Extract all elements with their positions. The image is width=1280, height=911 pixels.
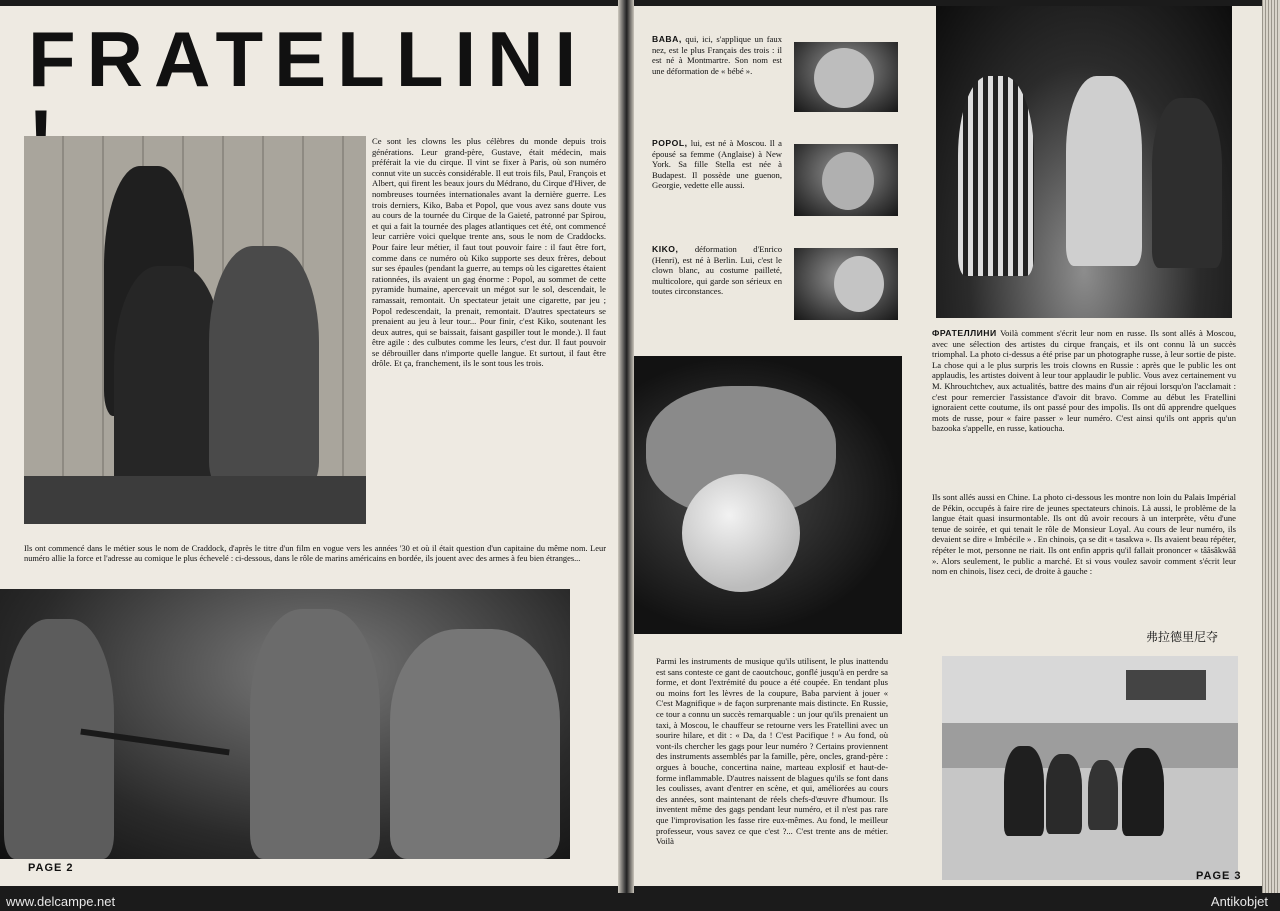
left-page	[0, 6, 622, 886]
china-text: Ils sont allés aussi en Chine. La photo ci-dessous les montre non loin du Palais Impérial de Pékin, occupés à faire rire de jeunes spectateurs chinois. Là aussi, le problème de la langue était quasi insurmontable. Ils ont dû avoir recours à un interprète, vêtu d'une tenue de soirée, et qui tenait le rôle de Monsieur Loyal. Au cours de leur numéro, ils devaient se dire « Imbécile » . En chinois, ça se dit « tasakwa ». Ils avaient beau répéter, répéter le mot, personne ne riait. Ils ont enfin appris qu'il fallait prononcer « tâăsâkwââ ». Alors seulement, le public a marché. Et si vous voulez savoir comment s'écrit leur nom en chinois, lisez ceci, de droite à gauche :	[932, 492, 1236, 577]
page-number-left: PAGE 2	[28, 862, 74, 874]
footer-watermark-right: Antikobjet	[1210, 894, 1268, 909]
photo-sailors	[0, 589, 570, 859]
clown-figure	[1152, 98, 1222, 268]
balloon-glove	[682, 474, 800, 592]
photo-china	[942, 656, 1238, 880]
group-figure	[1004, 746, 1044, 836]
face	[814, 48, 874, 108]
photo-baba	[794, 42, 898, 112]
footer-watermark-left: www.delcampe.net	[6, 894, 116, 909]
popol-name: POPOL,	[652, 138, 688, 148]
clown-figure	[958, 76, 1034, 276]
group-figure	[1122, 748, 1164, 836]
photo-popol	[794, 144, 898, 216]
sailor-figure	[250, 609, 380, 859]
popol-text	[652, 138, 782, 220]
stage-floor	[24, 476, 366, 524]
baba-name: BABA,	[652, 34, 682, 44]
clown-figure	[209, 246, 319, 486]
photo-caption: Ils ont commencé dans le métier sous le nom de Craddock, d'après le titre d'un film en vogue vers les années '30 et où il était question d'un capitaine du même nom. Leur numéro allie la force et l'adresse au comique le plus échevelé : ci-dessous, dans le rôle de marins américains en bordée, ils jouent avec des armes à feu bien étranges...	[24, 544, 606, 564]
russian-name: ФРАТЕЛЛИНИ	[932, 328, 997, 338]
russia-description: Voilà comment s'écrit leur nom en russe. Ils sont allés à Moscou, avec une sélection des artistes du cirque français, et ils ont connu là un succès triomphal. La photo ci-dessus a été prise par un photographe russe, à leur sortie de piste. La chose qui a le plus surpris les trois clowns en Russie : après que le public les ont applaudis, les artistes doivent à leur tour applaudir le public. Vous avez certainement vu M. Khrouchtchev, aux actualités, battre des mains d'un air réjoui lorsqu'on l'acclamait : c'est pour remercier l'assistance d'avoir dit bravo. Comme au début les Fratellini ignoraient cette coutume, ils ont passé pour des impolis. Ils ont dû apprendre quelques mots de russe, pour « faire passer » leur numéro. C'est ainsi qu'ils ont appris qu'un bazooka s'appelle, en russe, katioucha.	[932, 328, 1236, 434]
group-figure	[1046, 754, 1082, 834]
book-gutter	[618, 0, 634, 893]
chinese-name: 弗拉德里尼夺	[1146, 630, 1219, 644]
right-page	[626, 6, 1262, 886]
photo-three-clowns	[936, 6, 1232, 318]
music-text: Parmi les instruments de musique qu'ils utilisent, le plus inattendu est sans conteste ce gant de caoutchouc, gonflé jusqu'à en perdre sa forme, et dont l'extrémité du pouce a été coupée. En tendant plus ou moins fort les lèvres de la coupure, Baba parvient à jouer « C'est Magnifique » de façon surprenante mais distincte. En Russie, ce tour a connu un succès remarquable : un jour qu'ils prenaient un taxi, à Moscou, le chauffeur se retourne vers les Fratellini avec un sourire hilare, et dit : « Da, da ! C'est Pacifique ! » Au fond, où vont-ils chercher les gags pour leur numéro ? Certains proviennent des instruments assemblés par la famille, père, oncles, grand-père : orgues à bouche, concertina naine, marteau explosif et haut-de-forme inflammable. D'autres naissent de blagues qu'ils se font dans les coulisses, avant d'entrer en scène, et qui, améliorées au cours des années, sont maintenant de réels chefs-d'œuvre d'humour. Ils inventent même des gags pendant leur numéro, et il n'est pas rare que l'improvisation les fasse rire eux-mêmes. Au fond, le meilleur professeur, vous savez ce que c'est ?... C'est trente ans de métier. Voilà	[656, 656, 888, 847]
photo-stage-clowns	[24, 136, 366, 524]
photo-glove-balloon	[626, 356, 902, 634]
baba-description: qui, ici, s'applique un faux nez, est le plus Français des trois : il est né à Montmartre. Son nom est une déformation de « bébé ».	[652, 34, 782, 76]
kiko-description: déformation d'Enrico (Henri), est né à Berlin. Lui, c'est le clown blanc, au costume pailleté, multicolore, qui garde son sérieux en toutes circonstances.	[652, 244, 782, 297]
face	[822, 152, 874, 210]
clown-figure	[1066, 76, 1142, 266]
sailor-figure	[390, 629, 560, 859]
page-number-right: PAGE 3	[1196, 870, 1242, 882]
article-text: Ce sont les clowns les plus célèbres du monde depuis trois générations. Leur grand-père, Gustave, était médecin, mais préférait la vie du cirque. Il vint se fixer à Paris, où son numéro connut vite un succès considérable. Il eut trois fils, Paul, François et Albert, qui firent les beaux jours du Médrano, du Cirque d'Hiver, de nombreuses tournées internationales avant la dernière guerre. Les trois derniers, Kiko, Baba et Popol, que vous avez sans doute vus au cours de la tournée du Cirque de la Gaieté, patronné par Spirou, et qui a fait la tournée des plages atlantiques cet été, ont commencé leur carrière voici quelque trente ans, sous le nom de Craddocks. Pour faire leur métier, il faut tout pouvoir faire : il faut être fort, comme dans ce numéro où Kiko supporte ses deux frères, debout sur ses épaules (pendant la guerre, au temps où les cigarettes étaient rationnées, ils avaient un gag énorme : Popol, au sommet de cette pyramide humaine, apercevait un mégot sur le sol, descendait, le ramassait, remontait. Un spectateur jetait une cigarette, par jeu ; Popol redescendait, la prenait, remontait. D'autres spectateurs se prenaient au jeu à leur tour... Pour finir, c'est Kiko, soutenant les deux autres, qui se baissait, faisant gaspiller tout le monde.). Il faut être agile : des culbutes comme les leurs, c'est dur. Il faut pouvoir se débrouiller dans n'importe quelle langue. Et surtout, il faut être drôle. Et ça, franchement, ils le sont tous les trois.	[372, 136, 606, 369]
photo-kiko	[794, 248, 898, 320]
group-figure	[1088, 760, 1118, 830]
kiko-name: KIKO,	[652, 244, 679, 254]
face	[834, 256, 884, 312]
sailor-figure	[4, 619, 114, 859]
palace-roof	[1126, 670, 1206, 700]
kiko-text	[652, 244, 782, 328]
headline: FRATELLINI	[28, 15, 588, 103]
russia-text	[932, 328, 1236, 486]
popol-description: lui, est né à Moscou. Il a épousé sa femme (Anglaise) à New York. Sa fille Stella est née à Budapest. Il possède une guenon, Georgie, vedette elle aussi.	[652, 138, 782, 191]
baba-text	[652, 34, 782, 114]
page-edges	[1262, 0, 1280, 893]
